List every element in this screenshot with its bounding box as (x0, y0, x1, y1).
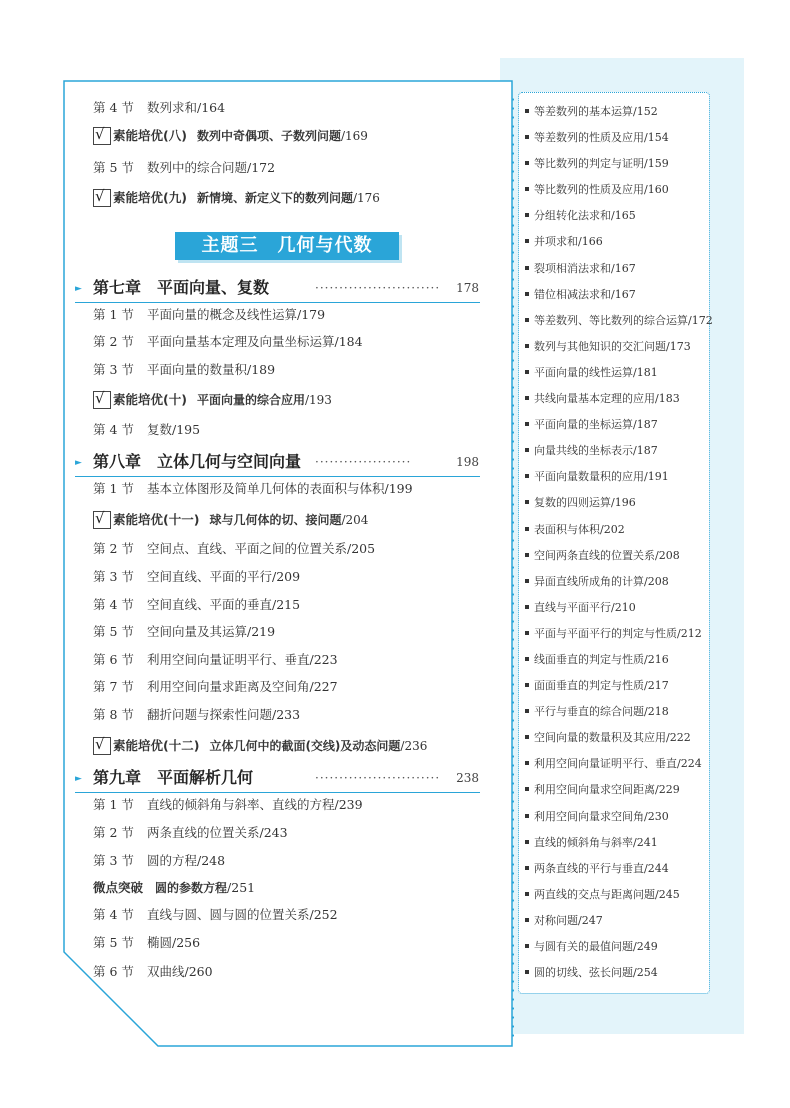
topic-item (525, 543, 713, 569)
topic-text: 平面向量的线性运算/181 (534, 365, 658, 379)
triangle-right-icon: ► (75, 773, 82, 784)
bullet-icon (525, 239, 529, 243)
toc-section-row (93, 962, 213, 982)
enhancement-label: 素能培优(九) (113, 190, 187, 205)
section-title: 平面向量的数量积/189 (147, 362, 276, 377)
bullet-icon (525, 553, 529, 557)
bullet-icon (525, 579, 529, 583)
toc-section-row (93, 933, 200, 953)
bullet-icon (525, 683, 529, 687)
toc-section-row (93, 905, 338, 925)
enhancement-title: 平面向量的综合应用 (196, 393, 305, 407)
chapter-title: 第八章 立体几何与空间向量 (93, 452, 302, 471)
topic-text: 错位相减法求和/167 (534, 287, 636, 301)
bullet-icon (525, 631, 529, 635)
topic-item (525, 282, 713, 308)
bullet-icon (525, 709, 529, 713)
topic-text: 圆的切线、弦长问题/254 (534, 966, 658, 980)
bullet-icon (525, 422, 529, 426)
bullet-icon (525, 657, 529, 661)
bullet-icon (525, 787, 529, 791)
topic-text: 与圆有关的最值问题/249 (534, 940, 658, 953)
section-number: 第 2 节 (93, 825, 134, 840)
topic-text: 异面直线所成角的计算/208 (534, 574, 669, 588)
topic-item (525, 830, 713, 856)
section-number: 第 5 节 (93, 160, 134, 175)
bullet-icon (525, 500, 529, 504)
topic-item (525, 360, 713, 386)
topic-item (525, 412, 713, 438)
section-title: 圆的方程/248 (147, 853, 226, 868)
topic-text: 并项求和/166 (534, 235, 603, 249)
bullet-icon (525, 605, 529, 609)
bullet-icon (525, 735, 529, 739)
toc-enhancement-row (93, 510, 368, 530)
topic-item (525, 882, 713, 908)
toc-section-row (93, 705, 300, 725)
topic-item (525, 464, 713, 490)
toc-section-row (93, 595, 300, 615)
toc-section-row (93, 795, 363, 815)
topic-item (525, 673, 713, 699)
section-title: 两条直线的位置关系/243 (147, 825, 288, 840)
topic-item (525, 229, 713, 255)
toc-section-row (93, 677, 338, 697)
topic-item (525, 621, 713, 647)
bullet-icon (525, 866, 529, 870)
chapter-heading (75, 450, 485, 474)
toc-section-row (93, 823, 288, 843)
topic-item (525, 125, 713, 151)
chapter-underline (75, 302, 480, 303)
checkbox-frame (93, 124, 111, 145)
enhancement-page: /236 (400, 739, 428, 753)
bullet-icon (525, 527, 529, 531)
topic-text: 等比数列的性质及应用/160 (534, 183, 669, 197)
section-number: 第 5 节 (93, 935, 134, 950)
section-number: 第 6 节 (93, 964, 134, 979)
topic-text: 直线与平面平行/210 (534, 600, 636, 614)
bullet-icon (525, 761, 529, 765)
toc-enhancement-row (93, 126, 368, 146)
check-icon: √ (95, 124, 105, 143)
micro-title: 圆的参数方程 (155, 881, 228, 895)
checkbox-frame (93, 186, 111, 207)
section-number: 第 3 节 (93, 362, 134, 377)
bullet-icon (525, 266, 529, 270)
topic-text: 数列与其他知识的交汇问题/173 (534, 339, 691, 353)
chapter-heading (75, 766, 485, 790)
enhancement-label: 素能培优(八) (113, 128, 187, 143)
bullet-icon (525, 918, 529, 922)
bullet-icon (525, 135, 529, 139)
section-number: 第 6 节 (93, 652, 134, 667)
check-icon: √ (95, 186, 105, 205)
enhancement-title: 新情境、新定义下的数列问题 (196, 191, 353, 205)
topic-text: 平面向量的坐标运算/187 (534, 418, 658, 432)
left-toc-panel (63, 80, 513, 1046)
enhancement-page: /176 (352, 191, 380, 205)
topic-text: 对称问题/247 (534, 913, 603, 927)
topic-item (525, 99, 713, 125)
enhancement-title: 数列中奇偶项、子数列问题 (196, 129, 341, 143)
left-panel-frame (63, 80, 515, 1048)
section-number: 第 2 节 (93, 541, 134, 556)
toc-section-row (93, 567, 300, 587)
topic-item (525, 751, 713, 777)
toc-section-row (93, 851, 225, 871)
topic-text: 利用空间向量求空间距离/229 (534, 783, 680, 797)
topic-item (525, 595, 713, 621)
topic-item (525, 699, 713, 725)
toc-section-row (93, 622, 275, 642)
section-title: 直线与圆、圆与圆的位置关系/252 (147, 907, 338, 922)
section-number: 第 1 节 (93, 481, 134, 496)
topic-text: 等比数列的判定与证明/159 (534, 157, 669, 171)
triangle-right-icon: ► (75, 283, 82, 294)
section-number: 第 1 节 (93, 307, 134, 322)
bullet-icon (525, 396, 529, 400)
toc-micro-row (93, 878, 255, 898)
chapter-title: 第七章 平面向量、复数 (93, 278, 270, 297)
chapter-leader-dots: ·························· (315, 281, 441, 295)
chapter-underline (75, 476, 480, 477)
topic-item (525, 386, 713, 412)
toc-section-row (93, 650, 338, 670)
section-title: 数列中的综合问题/172 (147, 160, 276, 175)
enhancement-label: 素能培优(十) (113, 392, 187, 407)
topic-text: 两直线的交点与距离问题/245 (534, 887, 680, 901)
topic-text: 向量共线的坐标表示/187 (534, 444, 658, 458)
section-title: 空间向量及其运算/219 (147, 624, 276, 639)
check-icon: √ (95, 508, 105, 527)
section-title: 直线的倾斜角与斜率、直线的方程/239 (147, 797, 363, 812)
checkbox-frame (93, 734, 111, 755)
bullet-icon (525, 840, 529, 844)
section-title: 利用空间向量证明平行、垂直/223 (147, 652, 338, 667)
checkbox-frame (93, 388, 111, 409)
section-number: 第 3 节 (93, 569, 134, 584)
enhancement-page: /169 (340, 129, 368, 143)
enhancement-title: 球与几何体的切、接问题 (209, 513, 342, 527)
bullet-icon (525, 892, 529, 896)
section-title: 数列求和/164 (147, 100, 226, 115)
topic-text: 平面向量数量积的应用/191 (534, 470, 669, 484)
chapter-page: 178 (456, 281, 479, 295)
topic-item (525, 934, 713, 960)
enhancement-title: 立体几何中的截面(交线)及动态问题 (209, 739, 401, 753)
topic-item (525, 725, 713, 751)
topic-text: 空间向量的数量积及其应用/222 (534, 731, 691, 745)
section-number: 第 1 节 (93, 797, 134, 812)
enhancement-page: /204 (341, 513, 369, 527)
topic-item (525, 177, 713, 203)
topic-text: 表面积与体积/202 (534, 522, 625, 536)
topic-item (525, 517, 713, 543)
section-number: 第 5 节 (93, 624, 134, 639)
section-title: 翻折问题与探索性问题/233 (147, 707, 301, 722)
bullet-icon (525, 318, 529, 322)
topic-text: 裂项相消法求和/167 (534, 261, 636, 275)
bullet-icon (525, 814, 529, 818)
chapter-heading (75, 276, 485, 300)
theme-banner: 主题三 几何与代数 (175, 232, 399, 260)
section-title: 空间直线、平面的垂直/215 (147, 597, 301, 612)
topic-text: 平行与垂直的综合问题/218 (534, 705, 669, 719)
toc-enhancement-row (93, 188, 380, 208)
bullet-icon (525, 109, 529, 113)
topic-item (525, 856, 713, 882)
section-title: 基本立体图形及简单几何体的表面积与体积/199 (147, 481, 413, 496)
topic-item (525, 647, 713, 673)
topic-text: 等差数列的性质及应用/154 (534, 131, 669, 145)
toc-section-row (93, 420, 200, 440)
topic-item (525, 256, 713, 282)
right-topic-list (525, 99, 713, 986)
right-topic-box (518, 92, 713, 994)
toc-enhancement-row (93, 390, 332, 410)
micro-page: /251 (227, 880, 256, 895)
topic-text: 平面与平面平行的判定与性质/212 (534, 626, 702, 640)
section-number: 第 2 节 (93, 334, 134, 349)
topic-item (525, 151, 713, 177)
micro-label: 微点突破 (93, 880, 144, 895)
toc-section-row (93, 479, 413, 499)
chapter-underline (75, 792, 480, 793)
check-icon: √ (95, 388, 105, 407)
bullet-icon (525, 187, 529, 191)
section-title: 空间直线、平面的平行/209 (147, 569, 301, 584)
enhancement-page: /193 (304, 393, 332, 407)
bullet-icon (525, 970, 529, 974)
section-title: 平面向量基本定理及向量坐标运算/184 (147, 334, 363, 349)
topic-item (525, 203, 713, 229)
section-number: 第 4 节 (93, 422, 134, 437)
topic-item (525, 804, 713, 830)
chapter-leader-dots: ·························· (315, 771, 441, 785)
section-number: 第 4 节 (93, 597, 134, 612)
topic-text: 等差数列的基本运算/152 (534, 105, 658, 118)
section-number: 第 7 节 (93, 679, 134, 694)
section-title: 利用空间向量求距离及空间角/227 (147, 679, 338, 694)
topic-item (525, 960, 713, 986)
section-title: 椭圆/256 (147, 935, 201, 950)
topic-item (525, 308, 713, 334)
topic-item (525, 569, 713, 595)
topic-text: 面面垂直的判定与性质/217 (534, 679, 669, 693)
chapter-leader-dots: ···················· (315, 455, 412, 469)
section-title: 空间点、直线、平面之间的位置关系/205 (147, 541, 376, 556)
bullet-icon (525, 474, 529, 478)
triangle-right-icon: ► (75, 457, 82, 468)
section-number: 第 4 节 (93, 907, 134, 922)
bullet-icon (525, 944, 529, 948)
section-number: 第 3 节 (93, 853, 134, 868)
topic-item (525, 334, 713, 360)
check-icon: √ (95, 734, 105, 753)
toc-section-row (93, 305, 325, 325)
topic-item (525, 490, 713, 516)
topic-text: 空间两条直线的位置关系/208 (534, 548, 680, 562)
topic-text: 分组转化法求和/165 (534, 209, 636, 223)
enhancement-label: 素能培优(十二) (113, 738, 200, 753)
chapter-page: 198 (456, 455, 479, 469)
topic-item (525, 777, 713, 803)
bullet-icon (525, 213, 529, 217)
chapter-title: 第九章 平面解析几何 (93, 768, 254, 787)
bullet-icon (525, 292, 529, 296)
toc-section-row (93, 98, 225, 118)
bullet-icon (525, 161, 529, 165)
section-title: 平面向量的概念及线性运算/179 (147, 307, 326, 322)
bullet-icon (525, 370, 529, 374)
dotted-divider (511, 95, 515, 1040)
topic-item (525, 908, 713, 934)
topic-item (525, 438, 713, 464)
checkbox-frame (93, 508, 111, 529)
enhancement-label: 素能培优(十一) (113, 512, 200, 527)
section-number: 第 4 节 (93, 100, 134, 115)
topic-text: 利用空间向量证明平行、垂直/224 (534, 757, 702, 771)
topic-text: 利用空间向量求空间角/230 (534, 809, 669, 823)
toc-enhancement-row (93, 736, 427, 756)
topic-text: 共线向量基本定理的应用/183 (534, 392, 680, 406)
topic-text: 线面垂直的判定与性质/216 (534, 652, 669, 666)
section-title: 双曲线/260 (147, 964, 213, 979)
topic-text: 两条直线的平行与垂直/244 (534, 861, 669, 875)
bullet-icon (525, 448, 529, 452)
topic-text: 复数的四则运算/196 (534, 496, 636, 510)
toc-section-row (93, 539, 375, 559)
toc-section-row (93, 158, 275, 178)
bullet-icon (525, 344, 529, 348)
topic-text: 直线的倾斜角与斜率/241 (534, 835, 658, 849)
chapter-page: 238 (456, 771, 479, 785)
toc-section-row (93, 360, 275, 380)
topic-text: 等差数列、等比数列的综合运算/172 (534, 313, 713, 327)
toc-section-row (93, 332, 363, 352)
section-title: 复数/195 (147, 422, 201, 437)
section-number: 第 8 节 (93, 707, 134, 722)
